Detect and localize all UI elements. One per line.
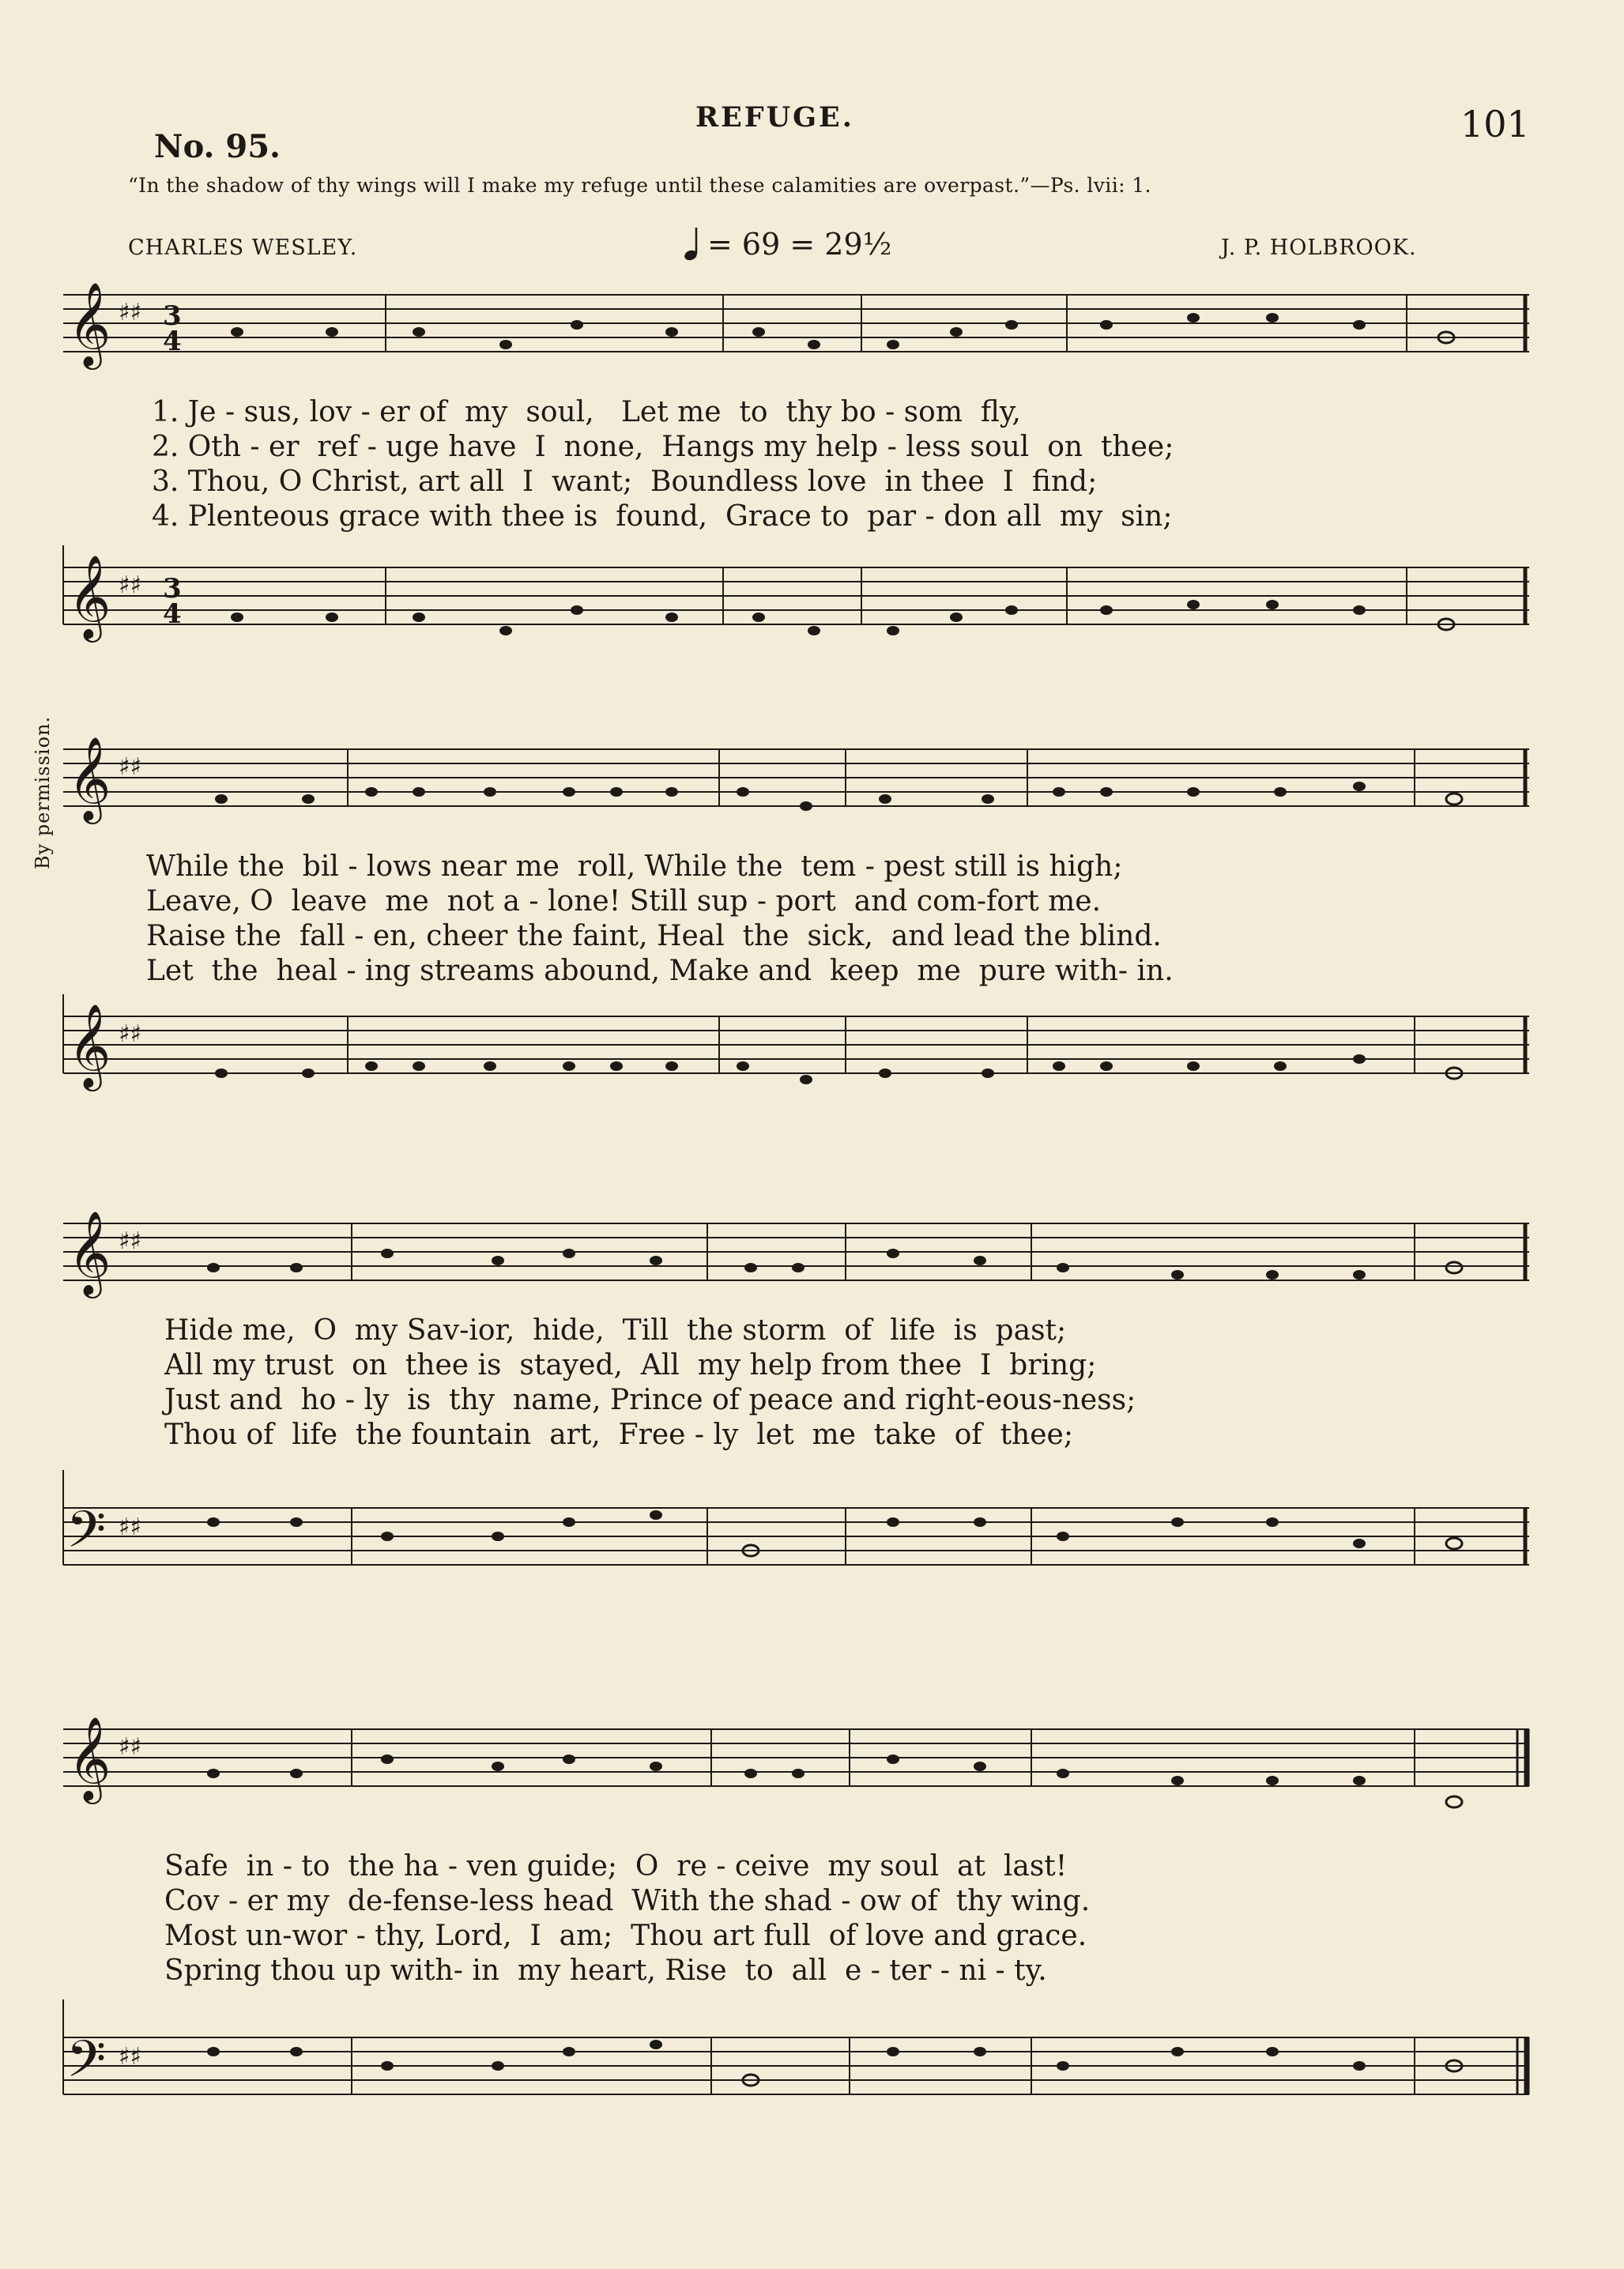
epigraph: “In the shadow of thy wings will I make my refuge until these calamities are overpast.”—Ps. lvii: 1. [128,174,1151,197]
lyric-line: Let the heal - ing streams abound, Make and keep me pure with- in. [146,955,1174,987]
lyric-line: Cov - er my de-fense-less head With the shad - ow of thy wing. [164,1885,1091,1917]
tempo-text: = 69 = 29½ [707,227,892,262]
staff-system-1-treble [0,273,1624,375]
svg-text:𝄞: 𝄞 [68,1003,111,1087]
svg-text:3: 3 [163,573,182,605]
lyrics-system-4 [164,1849,1090,1988]
lyric-line: 1. Je - sus, lov - er of my soul, Let me to thy bo - som fly, [152,396,1021,428]
svg-text:♯♯: ♯♯ [119,299,142,326]
svg-text:♯♯: ♯♯ [119,1513,142,1541]
author-credit: CHARLES WESLEY. [128,236,358,260]
lyrics-system-2 [146,850,1174,989]
svg-text:♯♯: ♯♯ [119,753,142,781]
lyrics-system-3 [164,1314,1136,1453]
svg-text:𝄢: 𝄢 [66,1501,107,1572]
svg-text:3: 3 [163,300,182,332]
lyric-line: Most un-wor - thy, Lord, I am; Thou art full of love and grace. [164,1920,1087,1952]
lyric-line: Safe in - to the ha - ven guide; O re - ceive my soul at last! [164,1850,1068,1883]
lyric-line: 2. Oth - er ref - uge have I none, Hangs my help - less soul on thee; [152,431,1174,463]
hymn-title: REFUGE. [695,101,854,134]
lyric-line: Raise the fall - en, cheer the faint, Heal the sick, and lead the blind. [146,920,1162,952]
composer-credit: J. P. HOLBROOK. [1221,236,1417,260]
svg-text:𝄞: 𝄞 [68,1716,111,1800]
svg-text:♯♯: ♯♯ [119,1227,142,1255]
svg-text:♯♯: ♯♯ [119,571,142,599]
lyric-line: Thou of life the fountain art, Free - ly let me take of thee; [164,1419,1073,1451]
svg-text:𝄞: 𝄞 [68,281,111,366]
lyric-line: Spring thou up with- in my heart, Rise to all e - ter - ni - ty. [164,1954,1047,1987]
staff-system-3-treble [0,1185,1624,1320]
svg-text:𝄢: 𝄢 [66,2030,107,2101]
svg-text:♯♯: ♯♯ [119,2043,142,2071]
svg-text:♯♯: ♯♯ [119,1020,142,1048]
svg-text:𝄞: 𝄞 [68,554,111,639]
lyric-line: Hide me, O my Sav-ior, hide, Till the storm of life is past; [164,1314,1067,1347]
lyric-line: All my trust on thee is stayed, All my help from thee I bring; [164,1349,1097,1381]
lyric-line: Just and ho - ly is thy name, Prince of peace and right-eous-ness; [164,1384,1136,1416]
svg-text:♯♯: ♯♯ [119,1733,142,1761]
lyrics-system-1 [152,395,1174,534]
staff-system-3-bass [0,1470,1624,1612]
staff-system-4-treble [0,1691,1624,1826]
lyric-line: Leave, O leave me not a - lone! Still sup - port and com-fort me. [146,885,1102,918]
permission-note: By permission. [32,715,54,869]
lyric-line: While the bil - lows near me roll, While the tem - pest still is high; [146,850,1123,883]
svg-text:4: 4 [163,326,182,357]
staff-system-4-bass [0,2000,1624,2142]
lyric-line: 3. Thou, O Christ, art all I want; Boundless love in thee I find; [152,465,1098,498]
svg-text:𝄞: 𝄞 [68,1210,111,1295]
page-number: 101 [1460,103,1530,145]
staff-system-1-bass [0,545,1624,656]
lyric-line: 4. Plenteous grace with thee is found, Grace to par - don all my sin; [152,500,1173,533]
staff-system-2-bass [0,994,1624,1105]
hymn-number: No. 95. [154,128,281,165]
svg-text:4: 4 [163,598,182,630]
quarter-note-icon [684,226,701,262]
staff-system-2-treble [0,727,1624,830]
svg-text:𝄞: 𝄞 [68,736,111,820]
tempo-marking [684,226,891,262]
